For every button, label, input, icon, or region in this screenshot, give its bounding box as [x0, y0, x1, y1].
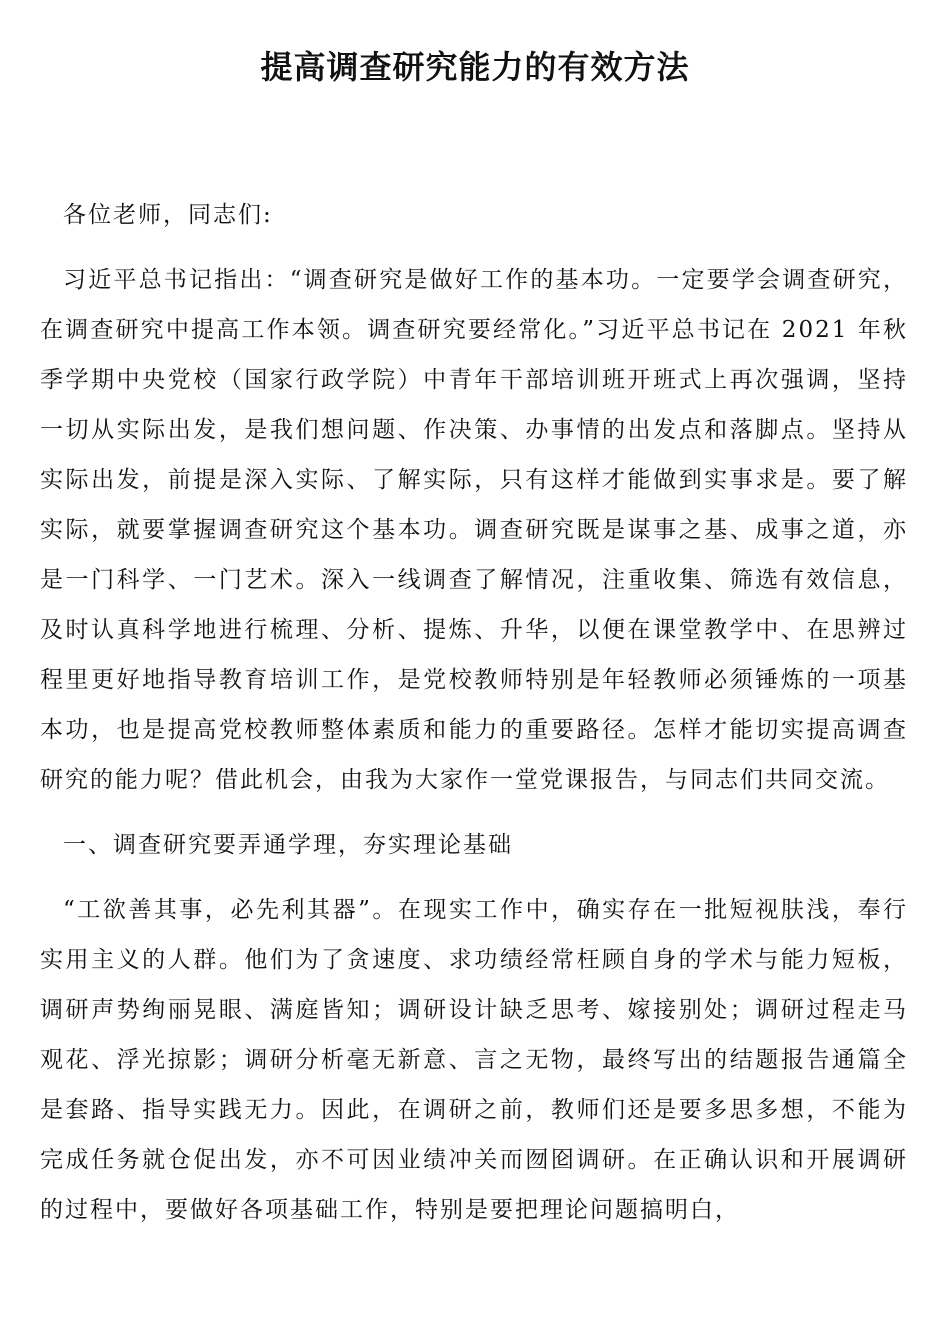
intro-paragraph: 习近平总书记指出：“调查研究是做好工作的基本功。一定要学会调查研究，在调查研究中提高工作本领。调查研究要经常化。”习近平总书记在 2021 年秋季学期中央党校（国家行政学院）中青年干部培训班开班式上再次强调，坚持一切从实际出发，是我们想问题、作决策、办事情的出发点和落脚点。坚持从实际出发，前提是深入实际、了解实际，只有这样才能做到实事求是。要了解实际，就要掌握调查研究这个基本功。调查研究既是谋事之基、成事之道，亦是一门科学、一门艺术。深入一线调查了解情况，注重收集、筛选有效信息，及时认真科学地进行梳理、分析、提炼、升华，以便在课堂教学中、在思辨过程里更好地指导教育培训工作，是党校教师特别是年轻教师必须锤炼的一项基本功，也是提高党校教师整体素质和能力的重要路径。怎样才能切实提高调查研究的能力呢？借此机会，由我为大家作一堂党课报告，与同志们共同交流。 [40, 267, 908, 793]
document-title: 提高调查研究能力的有效方法 [260, 48, 690, 86]
document-body [40, 190, 908, 1250]
section-paragraph: “工欲善其事，必先利其器”。在现实工作中，确实存在一批短视肤浅，奉行实用主义的人群。他们为了贪速度、求功绩经常枉顾自身的学术与能力短板，调研声势绚丽晃眼、满庭皆知；调研设计缺乏思考、嫁接别处；调研过程走马观花、浮光掠影；调研分析毫无新意、言之无物，最终写出的结题报告通篇全是套路、指导实践无力。因此，在调研之前，教师们还是要多思多想，不能为完成任务就仓促出发，亦不可因业绩冲关而囫囵调研。在正确认识和开展调研的过程中，要做好各项基础工作，特别是要把理论问题搞明白， [40, 897, 908, 1223]
salutation: 各位老师，同志们: [63, 202, 273, 228]
section-heading: 一、调查研究要弄通学理，夯实理论基础 [63, 832, 513, 858]
